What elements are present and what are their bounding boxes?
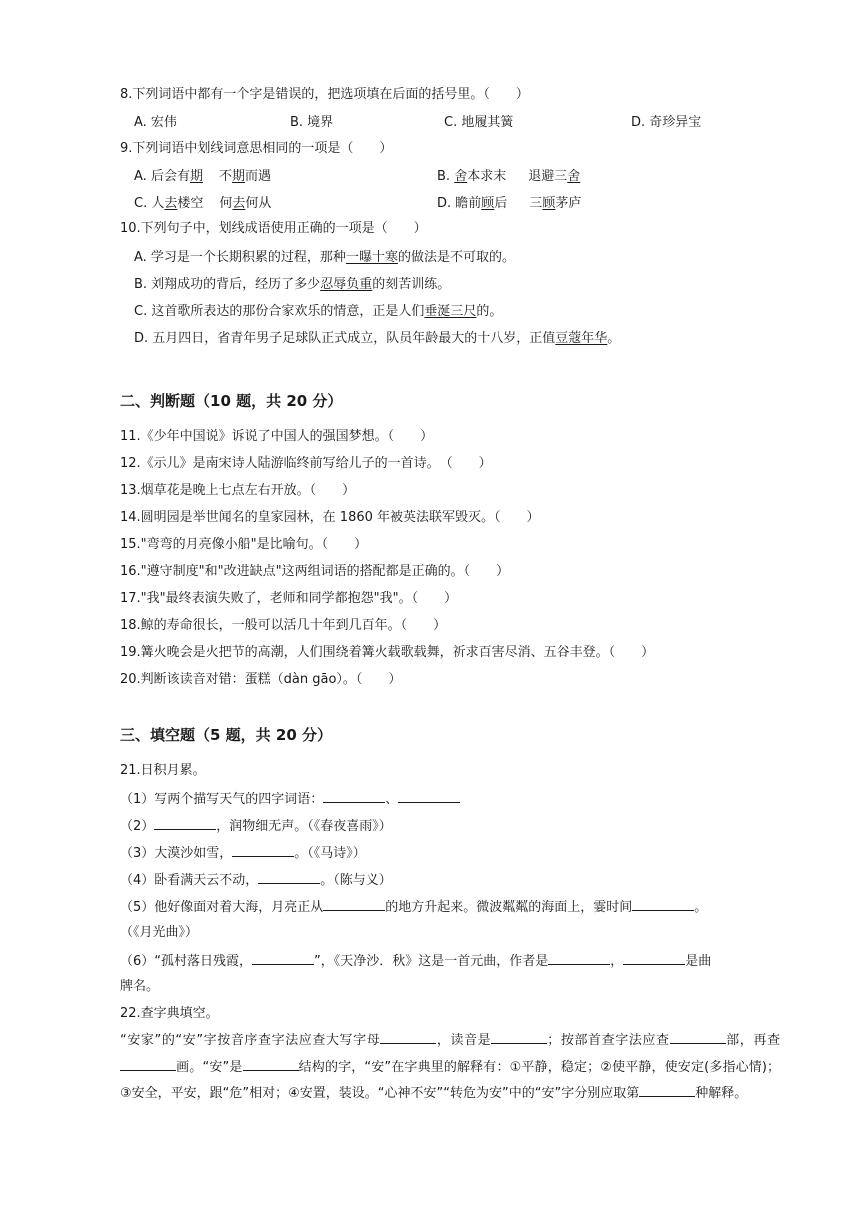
text-part: 画。“安”是 bbox=[176, 1059, 243, 1075]
answer-blank[interactable] bbox=[258, 869, 320, 884]
word-part: 何 bbox=[219, 196, 233, 211]
q22-stem: 22.查字典填空。 bbox=[120, 1006, 219, 1021]
sentence-part: D. 五月四日，省青年男子足球队正式成立，队员年龄最大的十八岁，正值 bbox=[134, 331, 556, 346]
answer-blank[interactable] bbox=[154, 815, 216, 830]
section-title-judge: 二、判断题（10 题，共 20 分） bbox=[120, 392, 343, 410]
underlined-char: 顾 bbox=[542, 196, 556, 211]
underlined-idiom: 豆蔻年华 bbox=[555, 331, 608, 346]
option-label: B. bbox=[437, 169, 455, 184]
text-part: 、 bbox=[385, 792, 399, 807]
q21-item-1 bbox=[120, 788, 460, 810]
text-part: （5）他好像面对着大海，月亮正从 bbox=[120, 900, 324, 915]
word-part: 后会有 bbox=[150, 169, 190, 184]
sentence-part: 的。 bbox=[476, 304, 503, 319]
q21-item-6 bbox=[120, 950, 711, 972]
section-title-fill: 三、填空题（5 题，共 20 分） bbox=[120, 726, 332, 744]
underlined-char: 去 bbox=[232, 196, 246, 211]
text-part: （4）卧看满天云不动， bbox=[120, 873, 259, 888]
judge-item: 16."遵守制度"和"改进缺点"这两组词语的搭配都是正确的。（ ） bbox=[120, 564, 510, 579]
q8-stem: 8.下列词语中都有一个字是错误的，把选项填在后面的括号里。（ ） bbox=[120, 87, 529, 102]
answer-blank[interactable] bbox=[232, 842, 294, 857]
text-part: （1）写两个描写天气的四字词语： bbox=[120, 792, 324, 807]
q21-item-2 bbox=[120, 815, 392, 837]
option-label: D. bbox=[437, 196, 456, 211]
q21-item-5-source: （《月光曲》） bbox=[120, 925, 199, 940]
word-part: 退避三 bbox=[528, 169, 568, 184]
q9-option-a bbox=[134, 167, 271, 187]
word-part: 茅庐 bbox=[555, 196, 582, 211]
word-part: 楼空 bbox=[177, 196, 204, 211]
answer-blank[interactable] bbox=[252, 950, 314, 965]
q9-option-b bbox=[437, 167, 580, 187]
text-part: 部，再查 bbox=[725, 1033, 780, 1048]
q10-option-b bbox=[134, 275, 450, 295]
judge-item: 18.鲸的寿命很长，一般可以活几十年到几百年。（ ） bbox=[120, 618, 447, 633]
sentence-part: B. 刘翔成功的背后，经历了多少 bbox=[134, 277, 321, 292]
text-part: 。（《马诗》） bbox=[294, 846, 366, 861]
q9-stem: 9.下列词语中划线词意思相同的一项是（ ） bbox=[120, 141, 393, 156]
text-part: 。 bbox=[694, 900, 708, 915]
underlined-char: 舍 bbox=[454, 169, 468, 184]
text-part: 是曲 bbox=[685, 954, 712, 969]
text-part: ；按部首查字法应查 bbox=[547, 1033, 670, 1048]
answer-blank[interactable] bbox=[548, 950, 610, 965]
judge-item: 14.圆明园是举世闻名的皇家园林，在 1860 年被英法联军毁灭。（ ） bbox=[120, 510, 540, 525]
answer-blank[interactable] bbox=[120, 1056, 176, 1071]
text-part: 结构的字，“安”在字典里的解释有：①平静，稳定；②使平静，使安定(多指心情)；③安全，平安，跟“危”相对；④安置，装设。“心神不安”“转危为安”中的“安”字分别应取第 bbox=[120, 1059, 780, 1101]
judge-item: 11.《少年中国说》诉说了中国人的强国梦想。（ ） bbox=[120, 429, 434, 444]
text-part: 种解释。 bbox=[695, 1086, 748, 1101]
q21-item-5 bbox=[120, 896, 707, 918]
text-part: ，润物细无声。（《春夜喜雨》） bbox=[216, 819, 392, 834]
judge-item: 15."弯弯的月亮像小船"是比喻句。（ ） bbox=[120, 537, 368, 552]
text-part: ， bbox=[610, 954, 624, 969]
text-part: ”，《天净沙．秋》这是一首元曲，作者是 bbox=[314, 954, 549, 969]
underlined-char: 期 bbox=[231, 169, 245, 184]
text-part: 。（陈与义） bbox=[320, 873, 392, 888]
sentence-part: C. 这首歌所表达的那份合家欢乐的情意，正是人们 bbox=[134, 304, 425, 319]
judge-item: 19.篝火晚会是火把节的高潮，人们围绕着篝火载歌载舞，祈求百害尽消、五谷丰登。（ ） bbox=[120, 645, 655, 660]
word-part: 本求末 bbox=[467, 169, 507, 184]
word-part: 三 bbox=[529, 196, 543, 211]
q9-option-d bbox=[437, 194, 581, 214]
q10-option-a bbox=[134, 248, 515, 268]
underlined-idiom: 垂涎三尺 bbox=[424, 304, 477, 319]
answer-blank[interactable] bbox=[623, 950, 685, 965]
word-part: 人 bbox=[151, 196, 165, 211]
word-part: 何从 bbox=[245, 196, 272, 211]
text-part: （3）大漠沙如雪， bbox=[120, 846, 233, 861]
judge-item: 17."我"最终表演失败了，老师和同学都抱怨"我"。（ ） bbox=[120, 591, 458, 606]
word-part: 瞻前 bbox=[455, 196, 482, 211]
sentence-part: 的做法是不可取的。 bbox=[397, 250, 515, 265]
q8-option-a: A. 宏伟 bbox=[134, 115, 177, 130]
judge-item: 13.烟草花是晚上七点左右开放。（ ） bbox=[120, 483, 356, 498]
q21-item-3 bbox=[120, 842, 366, 864]
text-part: 的地方升起来。微波粼粼的海面上，霎时间 bbox=[385, 900, 633, 915]
underlined-idiom: 一曝十寒 bbox=[345, 250, 398, 265]
judge-item: 20.判断该读音对错：蛋糕（dàn gāo）。（ ） bbox=[120, 672, 402, 687]
text-part: （6）“孤村落日残霞， bbox=[120, 954, 253, 969]
answer-blank[interactable] bbox=[323, 896, 385, 911]
answer-blank[interactable] bbox=[243, 1056, 299, 1071]
q22-body bbox=[120, 1028, 780, 1108]
option-label: A. bbox=[134, 169, 151, 184]
underlined-char: 顾 bbox=[481, 196, 495, 211]
q8-option-b: B. 境界 bbox=[290, 115, 334, 130]
q9-option-c bbox=[134, 194, 271, 214]
option-label: C. bbox=[134, 196, 152, 211]
q21-item-6-cont: 牌名。 bbox=[120, 979, 160, 994]
text-part: ，读音是 bbox=[436, 1033, 492, 1048]
q21-stem: 21.日积月累。 bbox=[120, 763, 206, 778]
word-part: 后 bbox=[494, 196, 508, 211]
underlined-idiom: 忍辱负重 bbox=[320, 277, 373, 292]
underlined-char: 去 bbox=[164, 196, 178, 211]
answer-blank[interactable] bbox=[632, 896, 694, 911]
q10-option-c bbox=[134, 302, 502, 322]
answer-blank[interactable] bbox=[323, 788, 385, 803]
sentence-part: 的刻苦训练。 bbox=[372, 277, 451, 292]
answer-blank[interactable] bbox=[380, 1029, 436, 1044]
q10-stem: 10.下列句子中，划线成语使用正确的一项是（ ） bbox=[120, 221, 427, 236]
answer-blank[interactable] bbox=[398, 788, 460, 803]
q8-option-c: C. 地履其簧 bbox=[444, 115, 514, 130]
word-part: 不 bbox=[218, 169, 232, 184]
text-part: “安家”的“安”字按音序查字法应查大写字母 bbox=[120, 1033, 381, 1048]
q21-item-4 bbox=[120, 869, 392, 891]
q10-option-d bbox=[134, 329, 620, 349]
text-part: （2） bbox=[120, 819, 155, 834]
sentence-part: A. 学习是一个长期积累的过程，那种 bbox=[134, 250, 346, 265]
q8-option-d: D. 奇珍异宝 bbox=[631, 115, 702, 130]
answer-blank[interactable] bbox=[491, 1029, 547, 1044]
underlined-char: 期 bbox=[189, 169, 203, 184]
answer-blank[interactable] bbox=[670, 1029, 726, 1044]
answer-blank[interactable] bbox=[639, 1082, 695, 1097]
sentence-part: 。 bbox=[607, 331, 621, 346]
judge-item: 12.《示儿》是南宋诗人陆游临终前写给儿子的一首诗。 （ ） bbox=[120, 456, 492, 471]
underlined-char: 舍 bbox=[567, 169, 581, 184]
word-part: 而遇 bbox=[245, 169, 272, 184]
